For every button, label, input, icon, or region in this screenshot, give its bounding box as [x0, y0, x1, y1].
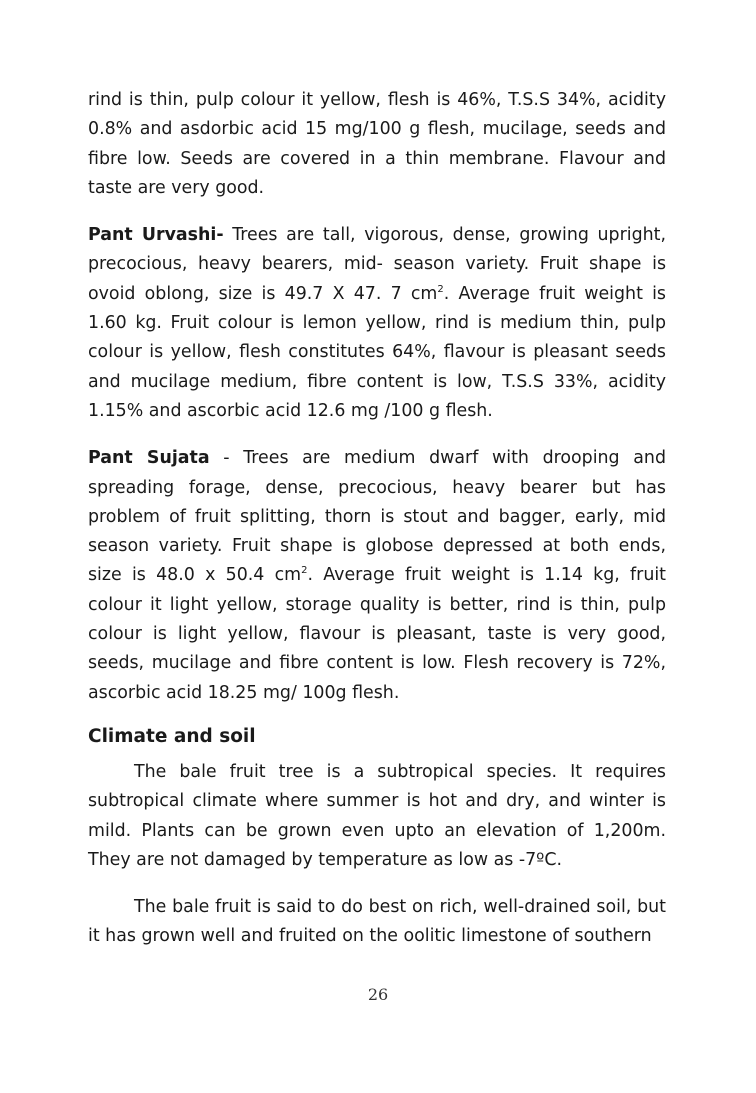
pant-urvashi-superscript: 2: [437, 283, 444, 295]
paragraph-soil: The bale fruit is said to do best on rich, well-drained soil, but it has grown well and fruited on the oolitic limestone of southern: [88, 897, 666, 947]
paragraph-pant-sujata: [88, 444, 666, 708]
paragraph-rind: rind is thin, pulp colour it yellow, flesh is 46%, T.S.S 34%, acidity 0.8% and asdorbic acid 15 mg/100 g flesh, mucilage, seeds and fibre low. Seeds are covered in a thin membrane. Flavour and taste are very good.: [88, 90, 666, 198]
pant-sujata-text-b: . Average fruit weight is 1.14 kg, fruit colour it light yellow, storage quality is better, rind is thin, pulp colour is light yellow, flavour is pleasant, taste is very good, seeds, mucilage and fibre content is low. Flesh recovery is 72%, ascorbic acid 18.25 mg/ 100g flesh.: [88, 565, 666, 703]
page-body: [88, 86, 666, 952]
pant-urvashi-text-a: Trees are tall, vigorous, dense, growing upright, precocious, heavy bearers, mid- season variety. Fruit shape is ovoid oblong, size is 49.7 X 47. 7 cm: [88, 225, 666, 304]
variety-name-pant-urvashi: Pant Urvashi-: [88, 225, 224, 246]
page-number: 26: [367, 985, 389, 1004]
pant-urvashi-text-b: . Average fruit weight is 1.60 kg. Fruit colour is lemon yellow, rind is medium thin, pulp colour is yellow, flesh constitutes 64%, flavour is pleasant seeds and mucilage medium, fibre content is low, T.S.S 33%, acidity 1.15% and ascorbic acid 12.6 mg /100 g flesh.: [88, 283, 666, 421]
pant-sujata-text-a: - Trees are medium dwarf with drooping and spreading forage, dense, precocious, heavy bearer but has problem of fruit splitting, thorn is stout and bagger, early, mid season variety. Fruit shape is globose depressed at both ends, size is 48.0 x 50.4 cm: [88, 448, 666, 586]
pant-sujata-superscript: 2: [301, 565, 308, 577]
paragraph-climate: The bale fruit tree is a subtropical species. It requires subtropical climate where summer is hot and dry, and winter is mild. Plants can be grown even upto an elevation of 1,200m. They are not damaged by temperature as low as -7ºC.: [88, 761, 666, 870]
section-heading-climate-soil: Climate and soil: [88, 725, 256, 747]
variety-name-pant-sujata: Pant Sujata: [88, 448, 210, 469]
paragraph-pant-urvashi: [88, 221, 666, 426]
